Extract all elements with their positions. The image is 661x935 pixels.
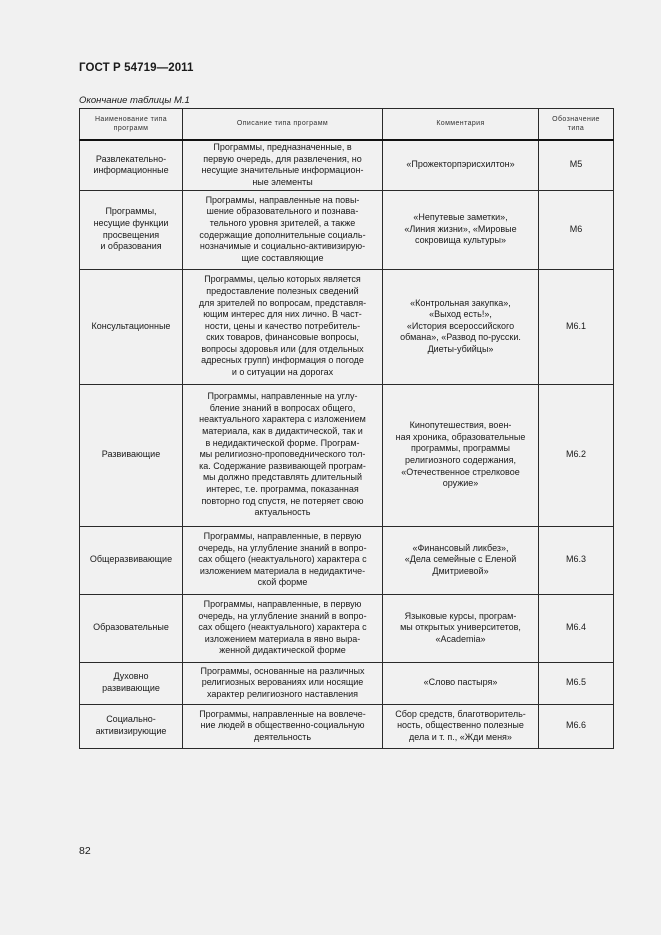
- standard-header: ГОСТ Р 54719—2011: [79, 62, 194, 74]
- cell-description: Программы, направленные, в первую очередь, на углубление знаний в вопро- сах общего (неактуального) характера с изложением материала в явно выра- женной дидактической форме: [183, 594, 383, 662]
- cell-name: Консультационные: [80, 269, 183, 384]
- table-caption: Окончание таблицы М.1: [79, 95, 190, 106]
- cell-code: М6.4: [539, 594, 614, 662]
- cell-name: Социально- активизирующие: [80, 704, 183, 748]
- cell-comment: «Финансовый ликбез», «Дела семейные с Еленой Дмитриевой»: [383, 526, 539, 594]
- cell-description: Программы, направленные на углу- бление знаний в вопросах общего, неактуального характера с изложением материала, как в дидактической, так и в недидактической форме. Програм- мы религиозно-проповеднического тол- ка. Содержание развивающей програм- мы должно представлять длительный интерес, т.е. программа, показанная повторно год спустя, не потеряет свою актуальность: [183, 384, 383, 526]
- column-header-code: Обозначение типа: [539, 109, 614, 141]
- cell-comment: «Непутевые заметки», «Линия жизни», «Мировые сокровища культуры»: [383, 190, 539, 269]
- cell-code: М6.3: [539, 526, 614, 594]
- cell-code: М6: [539, 190, 614, 269]
- cell-description: Программы, направленные на вовлече- ние людей в общественно-социальную деятельность: [183, 704, 383, 748]
- cell-comment: Кинопутешествия, воен- ная хроника, образовательные программы, программы религиозного содержания, «Отечественное стрелковое оружие»: [383, 384, 539, 526]
- table-row: [80, 662, 614, 704]
- table-row: [80, 526, 614, 594]
- cell-name: Программы, несущие функции просвещения и образования: [80, 190, 183, 269]
- cell-description: Программы, основанные на различных религиозных верованиях или носящие характер религиозного наставления: [183, 662, 383, 704]
- column-header-comment: Комментария: [383, 109, 539, 141]
- table-row: [80, 269, 614, 384]
- cell-description: Программы, предназначенные, в первую очередь, для развлечения, но несущие значительные информацион- ные элементы: [183, 140, 383, 190]
- cell-name: Образовательные: [80, 594, 183, 662]
- column-header-description: Описание типа программ: [183, 109, 383, 141]
- cell-name: Духовно развивающие: [80, 662, 183, 704]
- table-row: [80, 140, 614, 190]
- table-row: [80, 704, 614, 748]
- cell-comment: «Слово пастыря»: [383, 662, 539, 704]
- cell-code: М5: [539, 140, 614, 190]
- cell-name: Развивающие: [80, 384, 183, 526]
- table-row: [80, 190, 614, 269]
- cell-comment: «Контрольная закупка», «Выход есть!», «История всероссийского обмана», «Развод по-русски. Диеты-убийцы»: [383, 269, 539, 384]
- programs-table: [79, 108, 614, 749]
- cell-comment: «Прожекторпэрисхилтон»: [383, 140, 539, 190]
- cell-comment: Сбор средств, благотворитель- ность, общественно полезные дела и т. п., «Жди меня»: [383, 704, 539, 748]
- cell-code: М6.6: [539, 704, 614, 748]
- column-header-name: Наименование типа программ: [80, 109, 183, 141]
- cell-name: Общеразвивающие: [80, 526, 183, 594]
- cell-description: Программы, целью которых является предоставление полезных сведений для зрителей по вопросам, представля- ющим интерес для них лично. В част- ности, цены и качество потребитель- ских товаров, финансовые вопросы, вопросы здоровья или (для отдельных адресных групп) информация о погоде и о ситуации на дорогах: [183, 269, 383, 384]
- cell-name: Развлекательно- информационные: [80, 140, 183, 190]
- table-row: [80, 384, 614, 526]
- cell-code: М6.1: [539, 269, 614, 384]
- cell-code: М6.2: [539, 384, 614, 526]
- cell-code: М6.5: [539, 662, 614, 704]
- cell-comment: Языковые курсы, програм- мы открытых университетов, «Academia»: [383, 594, 539, 662]
- table-row: [80, 594, 614, 662]
- cell-description: Программы, направленные, в первую очередь, на углубление знаний в вопро- сах общего (неактуального) характера с изложением материала в недидактиче- ской форме: [183, 526, 383, 594]
- table-header-row: [80, 109, 614, 141]
- cell-description: Программы, направленные на повы- шение образовательного и познава- тельного уровня зрителей, а также содержащие дополнительные социаль- нозначимые и социально-активизирую- щие составляющие: [183, 190, 383, 269]
- page-number: 82: [79, 845, 91, 857]
